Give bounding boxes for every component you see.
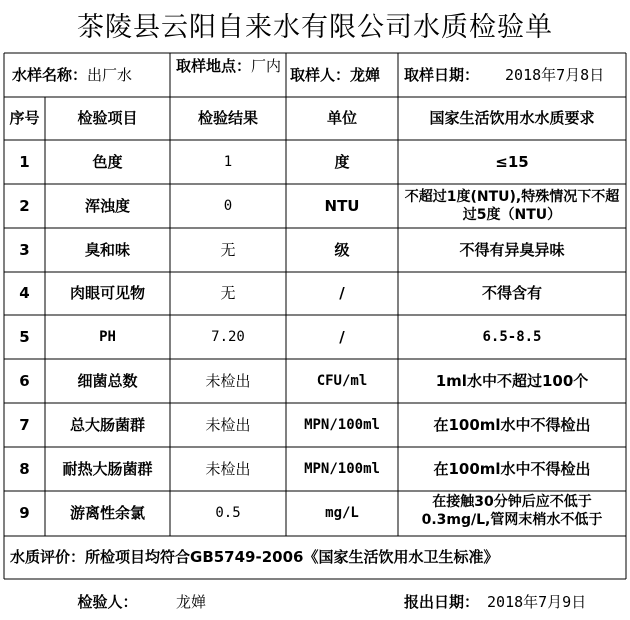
row-result: 0.5 — [215, 505, 241, 521]
row-item: 肉眼可见物 — [69, 284, 145, 302]
row-result: 未检出 — [205, 371, 251, 390]
row-requirement: 1ml水中不超过100个 — [435, 371, 589, 390]
row-unit: mg/L — [325, 505, 359, 521]
row-unit: 级 — [334, 240, 350, 259]
report-date-label: 报出日期： — [404, 592, 480, 611]
row-no: 7 — [19, 415, 30, 434]
row-unit: NTU — [324, 196, 360, 215]
row-requirement: 在100ml水中不得检出 — [433, 415, 591, 434]
evaluation: 水质评价：所检项目均符合GB5749-2006《国家生活饮用水卫生标准》 — [10, 548, 499, 566]
sample-date-value: 2018年7月8日 — [505, 65, 605, 84]
inspector-value: 龙婵 — [176, 592, 207, 611]
sample-date-label: 取样日期： — [404, 65, 480, 84]
row-result: 无 — [220, 240, 236, 259]
sample-name-value: 出厂水 — [87, 65, 133, 84]
header-unit: 单位 — [326, 109, 357, 127]
row-unit: / — [339, 327, 345, 346]
row-unit: MPN/100ml — [304, 460, 380, 477]
sampler-value: 龙婵 — [350, 65, 381, 84]
header-requirement: 国家生活饮用水水质要求 — [429, 109, 595, 127]
row-item: 耐热大肠菌群 — [62, 459, 153, 478]
header-item: 检验项目 — [77, 109, 138, 127]
row-item: 游离性余氯 — [69, 504, 145, 522]
row-item: 浑浊度 — [84, 196, 130, 215]
row-result: 无 — [220, 284, 236, 302]
row-requirement: 6.5-8.5 — [482, 328, 542, 345]
location-cell — [170, 53, 286, 97]
row-requirement: ≤15 — [495, 152, 529, 171]
row-item: 色度 — [92, 152, 123, 171]
row-no: 2 — [19, 196, 30, 215]
row-no: 6 — [19, 371, 30, 390]
row-result: 0 — [223, 197, 233, 214]
row-no: 9 — [19, 504, 30, 522]
row-requirement: 在接触30分钟后应不低于0.3mg/L,管网末梢水不低于 — [421, 494, 603, 528]
row-requirement: 在100ml水中不得检出 — [433, 459, 591, 478]
row-result: 未检出 — [205, 415, 251, 434]
header-result: 检验结果 — [197, 109, 258, 127]
row-requirement: 不超过1度(NTU),特殊情况下不超过5度（NTU） — [404, 189, 620, 223]
row-item: 臭和味 — [84, 240, 130, 259]
row-item: PH — [99, 328, 116, 345]
page-title: 茶陵县云阳自来水有限公司水质检验单 — [77, 11, 553, 43]
row-no: 3 — [19, 240, 30, 259]
row-no: 4 — [19, 284, 30, 302]
sample-name-label: 水样名称： — [12, 65, 88, 84]
row-requirement: 不得有异臭异味 — [459, 240, 565, 259]
row-result: 未检出 — [205, 459, 251, 478]
sampler-cell — [286, 53, 398, 97]
inspector-label: 检验人： — [77, 592, 138, 611]
row-result: 1 — [223, 153, 233, 170]
row-no: 1 — [19, 152, 30, 171]
location-value: 厂内 — [251, 57, 282, 75]
row-requirement: 不得含有 — [481, 284, 542, 302]
row-no: 5 — [19, 327, 30, 346]
row-unit: MPN/100ml — [304, 416, 380, 433]
row-unit: / — [339, 284, 345, 302]
row-no: 8 — [19, 459, 30, 478]
row-unit: 度 — [334, 152, 350, 171]
sample-date-cell — [398, 53, 626, 97]
sample-name-cell — [4, 53, 170, 97]
row-item: 细菌总数 — [77, 371, 138, 390]
sampler-label: 取样人： — [290, 65, 351, 84]
header-no: 序号 — [9, 109, 40, 127]
row-item: 总大肠菌群 — [69, 415, 145, 434]
row-result: 7.20 — [211, 328, 245, 345]
report-date-value: 2018年7月9日 — [487, 592, 587, 611]
row-unit: CFU/ml — [316, 372, 368, 389]
report-date-cell — [398, 584, 626, 620]
location-label: 取样地点： — [176, 57, 252, 75]
